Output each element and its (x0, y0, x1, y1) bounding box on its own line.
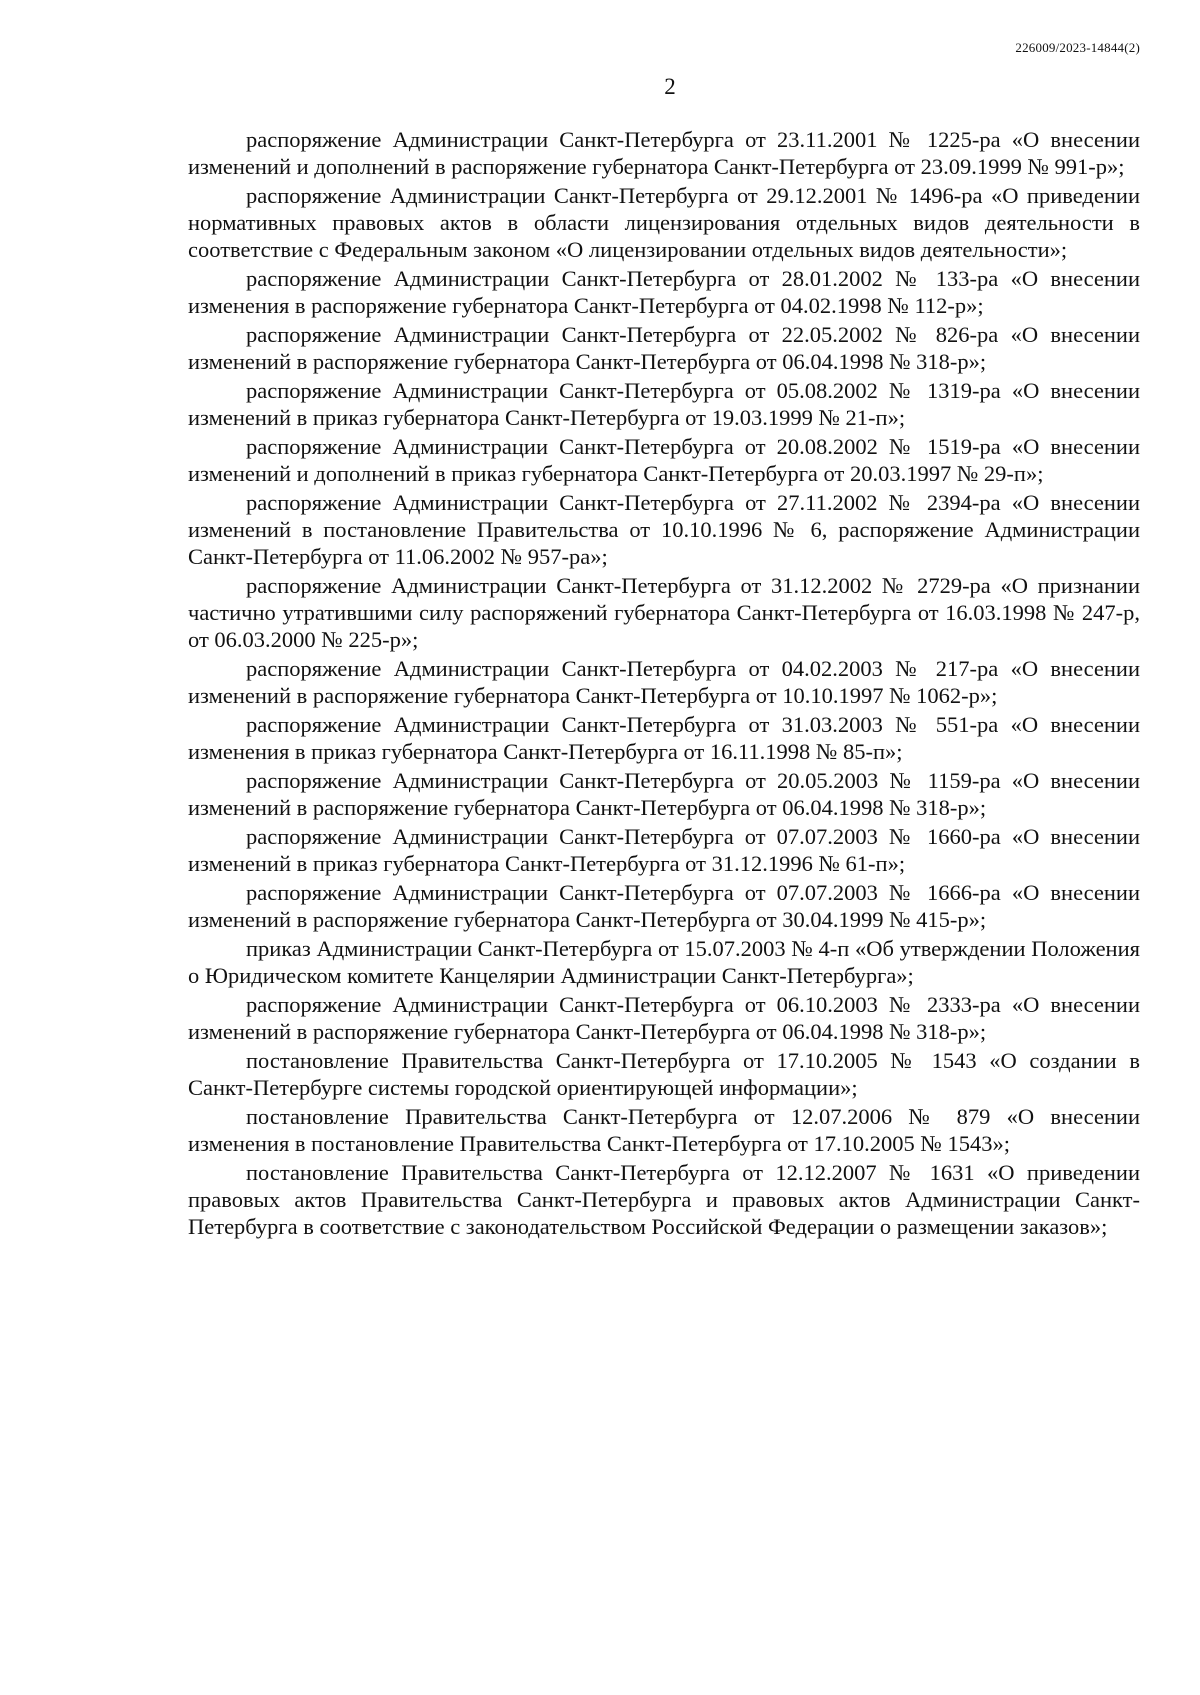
list-item: распоряжение Администрации Санкт-Петербурга от 31.12.2002 № 2729-ра «О признании частично утратившими силу распоряжений губернатора Санкт-Петербурга от 16.03.1998 № 247-р, от 06.03.2000 № 225-р»; (188, 573, 1140, 652)
document-body (188, 126, 1140, 1242)
list-item: распоряжение Администрации Санкт-Петербурга от 20.05.2003 № 1159-ра «О внесении изменений в распоряжение губернатора Санкт-Петербурга от 06.04.1998 № 318-р»; (188, 768, 1140, 820)
list-item: распоряжение Администрации Санкт-Петербурга от 06.10.2003 № 2333-ра «О внесении изменений в распоряжение губернатора Санкт-Петербурга от 06.04.1998 № 318-р»; (188, 992, 1140, 1044)
list-item: распоряжение Администрации Санкт-Петербурга от 31.03.2003 № 551-ра «О внесении изменения в приказ губернатора Санкт-Петербурга от 16.11.1998 № 85-п»; (188, 712, 1140, 764)
list-item: постановление Правительства Санкт-Петербурга от 12.12.2007 № 1631 «О приведении правовых актов Правительства Санкт-Петербурга и правовых актов Администрации Санкт-Петербурга в соответствие с законодательством Российской Федерации о размещении заказов»; (188, 1160, 1140, 1239)
list-item: постановление Правительства Санкт-Петербурга от 17.10.2005 № 1543 «О создании в Санкт-Петербурге системы городской ориентирующей информации»; (188, 1048, 1140, 1100)
list-item: распоряжение Администрации Санкт-Петербурга от 07.07.2003 № 1660-ра «О внесении изменений в приказ губернатора Санкт-Петербурга от 31.12.1996 № 61-п»; (188, 824, 1140, 876)
document-registration-number: 226009/2023-14844(2) (1015, 40, 1140, 55)
list-item: приказ Администрации Санкт-Петербурга от 15.07.2003 № 4-п «Об утверждении Положения о Юридическом комитете Канцелярии Администрации Санкт-Петербурга»; (188, 936, 1140, 988)
page-number: 2 (664, 74, 676, 99)
list-item: распоряжение Администрации Санкт-Петербурга от 28.01.2002 № 133-ра «О внесении изменения в распоряжение губернатора Санкт-Петербурга от 04.02.1998 № 112-р»; (188, 266, 1140, 318)
list-item: распоряжение Администрации Санкт-Петербурга от 07.07.2003 № 1666-ра «О внесении изменений в распоряжение губернатора Санкт-Петербурга от 30.04.1999 № 415-р»; (188, 880, 1140, 932)
list-item: постановление Правительства Санкт-Петербурга от 12.07.2006 № 879 «О внесении изменения в постановление Правительства Санкт-Петербурга от 17.10.2005 № 1543»; (188, 1104, 1140, 1156)
list-item: распоряжение Администрации Санкт-Петербурга от 05.08.2002 № 1319-ра «О внесении изменений в приказ губернатора Санкт-Петербурга от 19.03.1999 № 21-п»; (188, 378, 1140, 430)
list-item: распоряжение Администрации Санкт-Петербурга от 27.11.2002 № 2394-ра «О внесении изменений в постановление Правительства от 10.10.1996 № 6, распоряжение Администрации Санкт-Петербурга от 11.06.2002 № 957-ра»; (188, 490, 1140, 569)
list-item: распоряжение Администрации Санкт-Петербурга от 23.11.2001 № 1225-ра «О внесении изменений и дополнений в распоряжение губернатора Санкт-Петербурга от 23.09.1999 № 991-р»; (188, 127, 1140, 179)
list-item: распоряжение Администрации Санкт-Петербурга от 29.12.2001 № 1496-ра «О приведении нормативных правовых актов в области лицензирования отдельных видов деятельности в соответствие с Федеральным законом «О лицензировании отдельных видов деятельности»; (188, 183, 1140, 262)
list-item: распоряжение Администрации Санкт-Петербурга от 22.05.2002 № 826-ра «О внесении изменений в распоряжение губернатора Санкт-Петербурга от 06.04.1998 № 318-р»; (188, 322, 1140, 374)
list-item: распоряжение Администрации Санкт-Петербурга от 04.02.2003 № 217-ра «О внесении изменений в распоряжение губернатора Санкт-Петербурга от 10.10.1997 № 1062-р»; (188, 656, 1140, 708)
list-item: распоряжение Администрации Санкт-Петербурга от 20.08.2002 № 1519-ра «О внесении изменений и дополнений в приказ губернатора Санкт-Петербурга от 20.03.1997 № 29-п»; (188, 434, 1140, 486)
